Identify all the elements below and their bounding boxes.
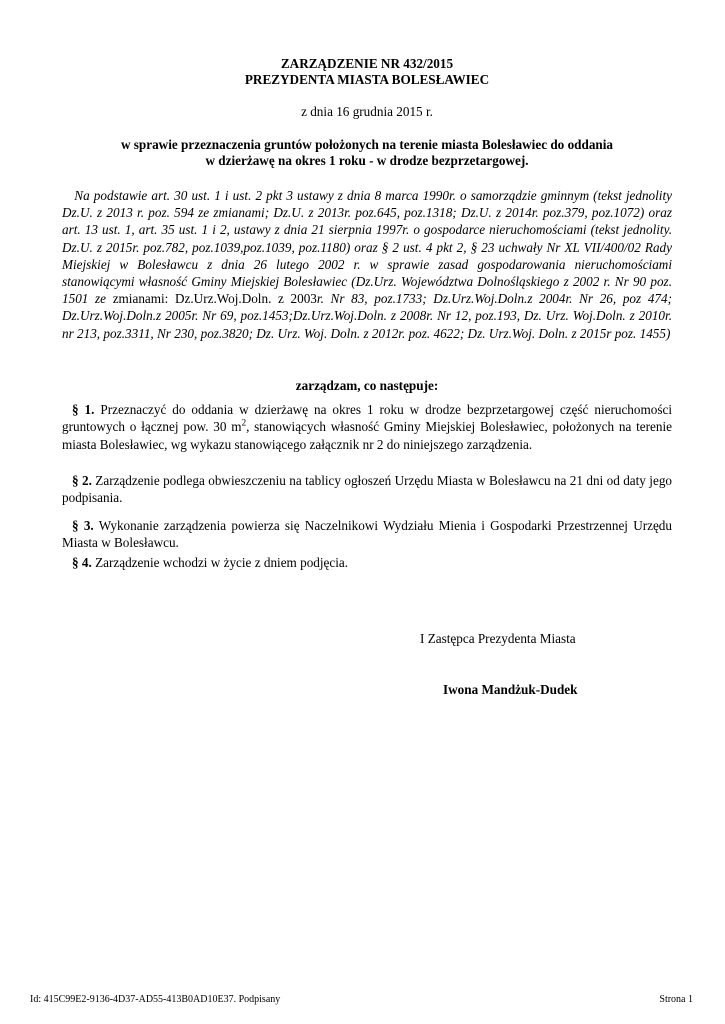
paragraph-1 — [62, 401, 672, 453]
paragraph-1-text-a: Przeznaczyć do oddania w dzierżawę na okres 1 roku w drodze bezprzetargowej część nieruchomości gruntowych o łącznej pow. 30 m — [62, 402, 672, 435]
document-date: z dnia 16 grudnia 2015 r. — [301, 104, 433, 119]
paragraph-3-number: § 3. — [72, 518, 94, 533]
legal-basis-normal: zmianami: Dz.Urz.Woj.Doln. z 2003 — [106, 291, 317, 307]
paragraph-1-number: § 1. — [72, 402, 95, 417]
legal-basis — [62, 187, 672, 342]
legal-basis-italic: Na podstawie art. 30 ust. 1 i ust. 2 pkt 3 ustawy z dnia 8 marca 1990r. o samorządzie gminnym (tekst jednolity Dz.U. z 2013 r. poz. 594 ze zmianami; Dz.U. z 2013r. poz.645, poz.1318; Dz.U. z 2014r. poz.379, poz.1072) oraz art. 13 ust. 1, art. 35 ust. 1 i 2, ustawy z dnia 21 sierpnia 1997r. o gospodarce nieruchomościami (tekst jednolity. Dz.U. z 2015r. poz.782, poz.1039,poz.1039, poz.1180) oraz § 2 ust. 4 pkt 2, § 23 uchwały Nr XL VII/400/02 Rady Miejskiej w Bolesławcu z dnia 26 lutego 2002 r. w sprawie zasad gospodarowania nieruchomościami stanowiącymi własność Gminy Miejskiej Bolesławiec (Dz.Urz. Województwa Dolnośląskiego z 2002 r. Nr 90 poz. 1501 ze — [62, 188, 672, 307]
document-title — [62, 56, 672, 88]
subject-line-2: w dzierżawę na okres 1 roku - w drodze bezprzetargowej. — [205, 153, 529, 168]
paragraph-4-text: Zarządzenie wchodzi w życie z dniem podjęcia. — [91, 555, 349, 570]
document-subject — [62, 137, 672, 169]
legal-basis-italic-2: r. Nr 83, poz.1733; Dz.Urz.Woj.Doln.z 2004r. Nr 26, poz 474; Dz.Urz.Woj.Doln.z 2005r. Nr 69, poz.1453;Dz.Urz.Woj.Doln. z 2008r. Nr 12, poz.193, Dz. Urz. Woj.Doln. z 2010r. nr 213, poz.3311, Nr 230, poz.3820; Dz. Urz. Woj. Doln. z 2012r. poz. 4622; Dz. Urz.Woj. Doln. z 2015r poz. 1455) — [62, 291, 672, 341]
footer-page-number: Strona 1 — [659, 994, 693, 1005]
paragraph-4-number: § 4. — [72, 555, 92, 570]
title-line-2: PREZYDENTA MIASTA BOLESŁAWIEC — [244, 72, 490, 87]
paragraph-1-sup: 2 — [241, 418, 247, 429]
subject-line-1: w sprawie przeznaczenia gruntów położonych na terenie miasta Bolesławiec do oddania — [120, 137, 614, 152]
paragraph-2-text: Zarządzenie podlega obwieszczeniu na tablicy ogłoszeń Urzędu Miasta w Bolesławcu na 21 dni od daty jego podpisania. — [62, 473, 673, 506]
paragraph-2 — [62, 472, 672, 507]
paragraph-4 — [62, 554, 672, 571]
paragraph-3-text: Wykonanie zarządzenia powierza się Naczelnikowi Wydziału Mienia i Gospodarki Przestrzennej Urzędu Miasta w Bolesławcu. — [62, 518, 672, 551]
paragraph-1-text-b: , stanowiących własność Gminy Miejskiej Bolesławiec, położonych na terenie miasta Bolesławiec, wg wykazu stanowiącego załącznik nr 2 do niniejszego zarządzenia. — [62, 419, 672, 452]
signature-name: Iwona Mandżuk-Dudek — [443, 682, 578, 697]
orders-heading: zarządzam, co następuje: — [295, 378, 439, 393]
footer-document-id: Id: 415C99E2-9136-4D37-AD55-413B0AD10E37. Podpisany — [30, 994, 281, 1005]
paragraph-3 — [62, 517, 672, 552]
signature-role: I Zastępca Prezydenta Miasta — [420, 631, 576, 646]
title-line-1: ZARZĄDZENIE NR 432/2015 — [280, 56, 454, 71]
paragraph-2-number: § 2. — [72, 473, 92, 488]
